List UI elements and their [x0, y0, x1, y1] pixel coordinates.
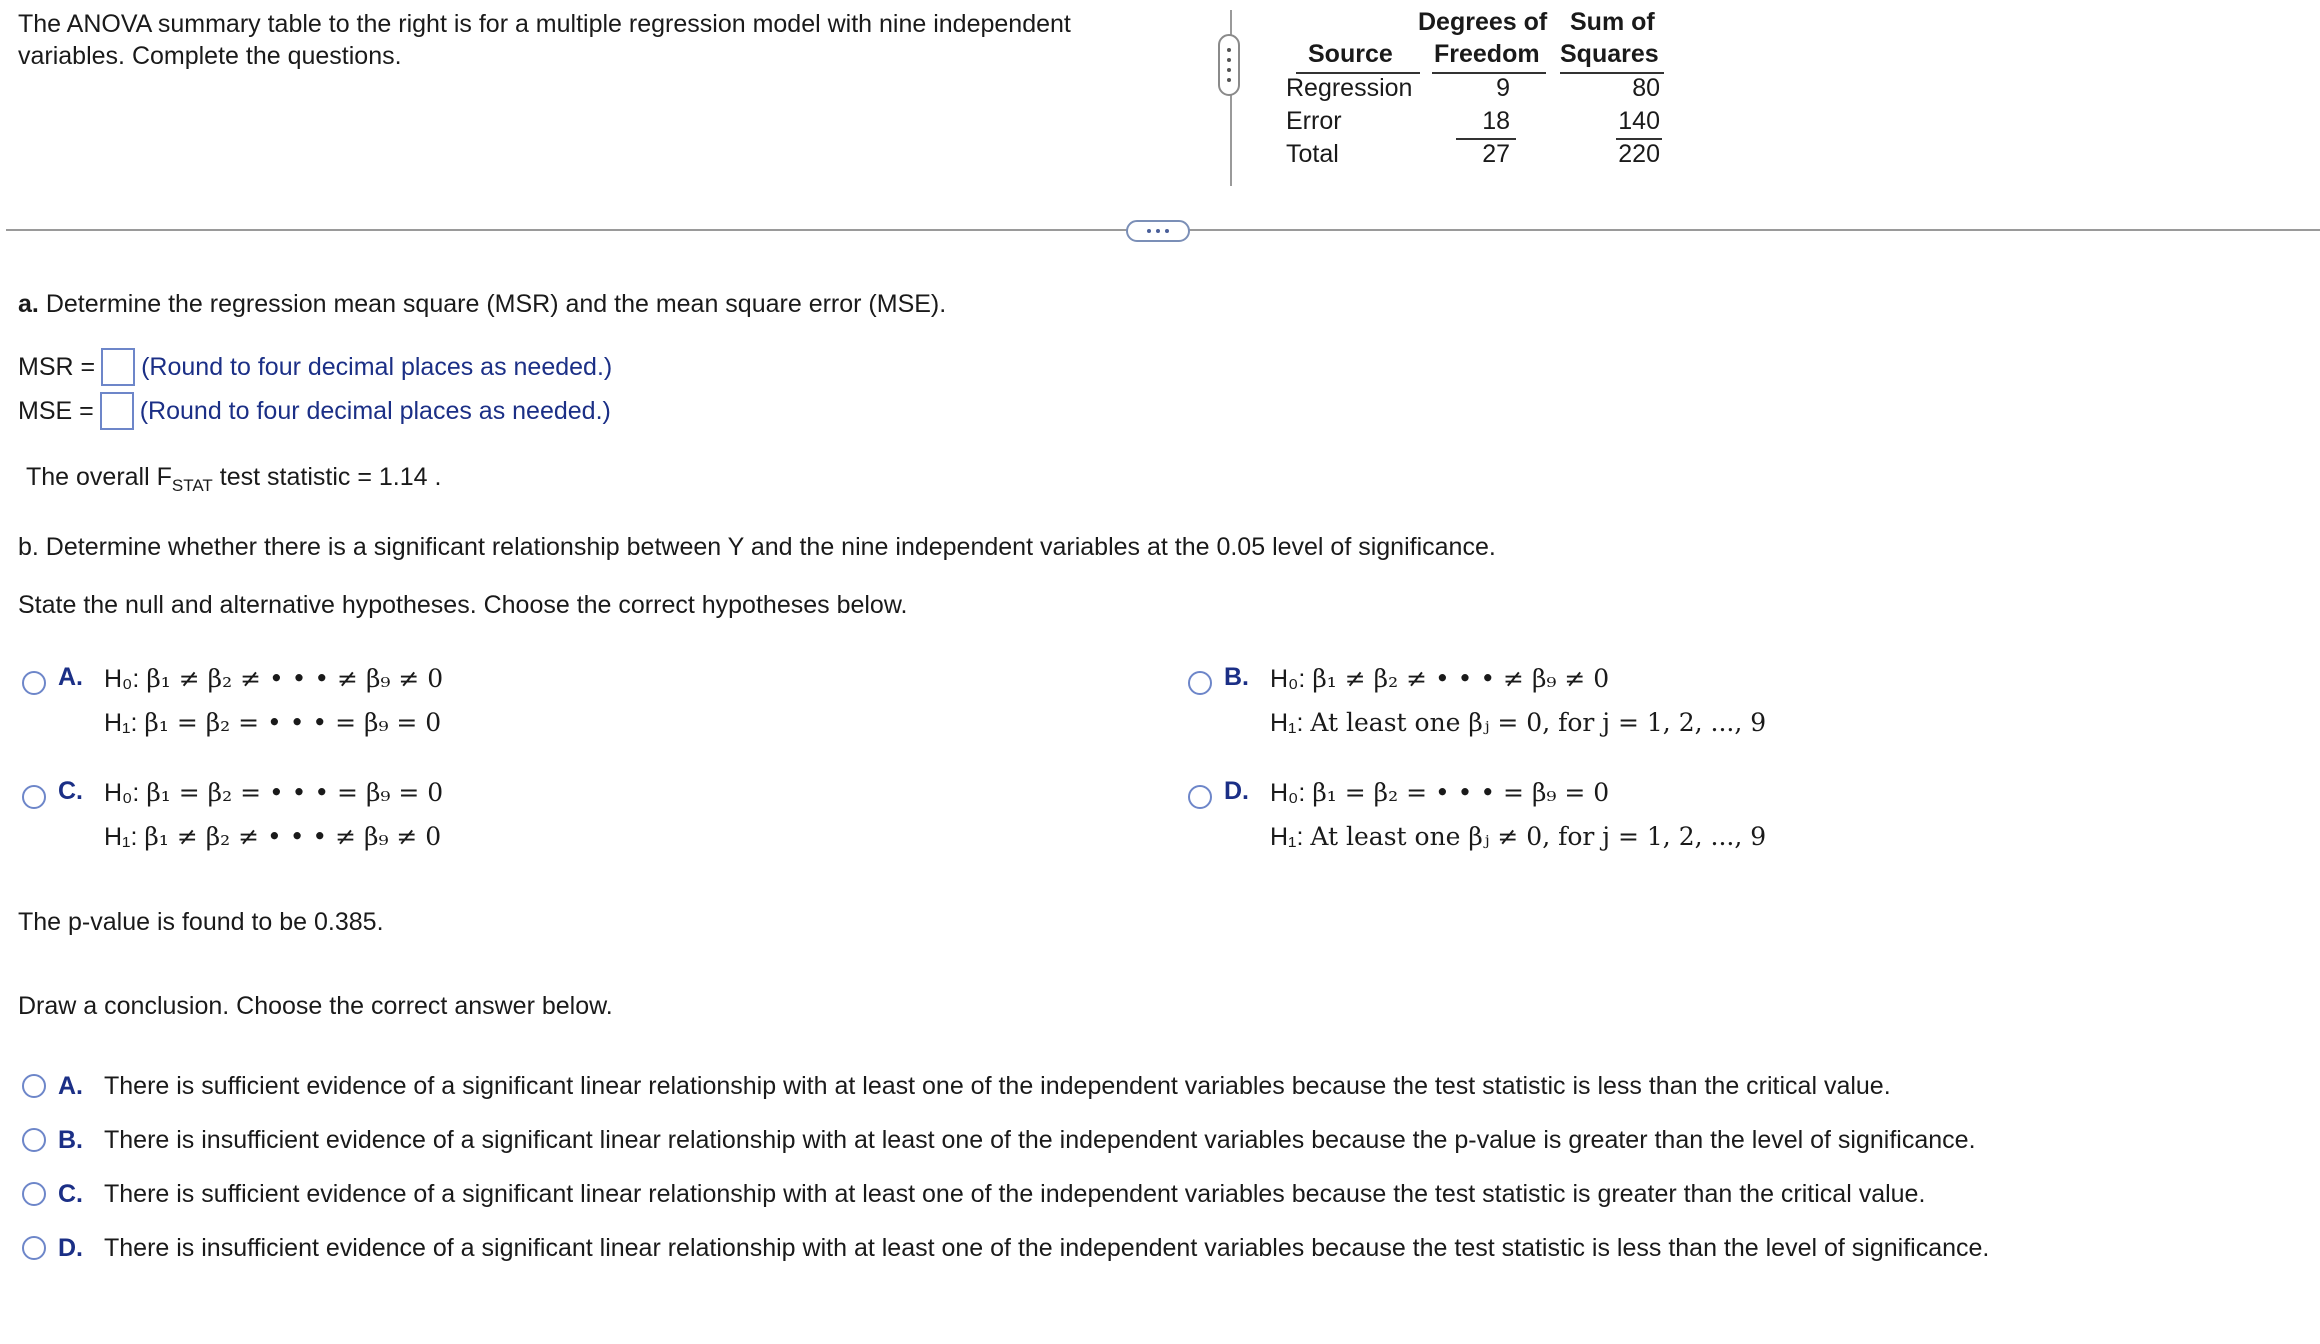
msr-row [18, 348, 612, 386]
anova-table [1280, 8, 1680, 178]
radio-button[interactable] [1188, 671, 1212, 695]
hypothesis-option-a[interactable]: A. H₀: β₁ ≠ β₂ ≠ • • • ≠ β₉ ≠ 0 H₁: β₁ = β₂ = • • • = β₉ = 0 [22, 663, 443, 745]
hypothesis-option-c[interactable]: C. H₀: β₁ = β₂ = • • • = β₉ = 0 H₁: β₁ ≠ β₂ ≠ • • • ≠ β₉ ≠ 0 [22, 777, 443, 859]
anova-df-cell: 9 [1496, 74, 1510, 102]
df-header-line2: Freedom [1434, 40, 1540, 68]
conclusion-prompt: Draw a conclusion. Choose the correct answer below. [18, 992, 613, 1020]
msr-label: MSR = [18, 352, 96, 381]
hypothesis-option-b[interactable]: B. H₀: β₁ ≠ β₂ ≠ • • • ≠ β₉ ≠ 0 H₁: At least one βⱼ = 0, for j = 1, 2, ..., 9 [1188, 663, 1766, 745]
horizontal-resize-handle[interactable] [1126, 220, 1190, 242]
hypotheses-prompt: State the null and alternative hypotheses. Choose the correct hypotheses below. [18, 591, 908, 619]
anova-ss-cell: 220 [1618, 140, 1660, 168]
ss-header-line1: Sum of [1570, 8, 1655, 36]
radio-button[interactable] [22, 671, 46, 695]
conclusion-option-c[interactable]: C. There is sufficient evidence of a significant linear relationship with at least one of the independent variables because the test statistic is greater than the critical value. [22, 1180, 1925, 1209]
mse-row [18, 392, 611, 430]
radio-button[interactable] [22, 1074, 46, 1098]
intro-text: The ANOVA summary table to the right is for a multiple regression model with nine independent variables. Complete the questions. [18, 10, 1071, 70]
vertical-resize-handle[interactable] [1218, 34, 1240, 96]
anova-ss-cell: 140 [1618, 107, 1660, 135]
mse-label: MSE = [18, 396, 94, 425]
part-b-prompt: b. Determine whether there is a significant relationship between Y and the nine independent variables at the 0.05 level of significance. [18, 533, 1496, 561]
anova-df-cell: 18 [1482, 107, 1510, 135]
radio-button[interactable] [22, 785, 46, 809]
source-header: Source [1308, 40, 1393, 68]
radio-button[interactable] [1188, 785, 1212, 809]
conclusion-option-d[interactable]: D. There is insufficient evidence of a significant linear relationship with at least one of the independent variables because the test statistic is less than the level of significance. [22, 1234, 1989, 1263]
radio-button[interactable] [22, 1236, 46, 1260]
pvalue-text: The p-value is found to be 0.385. [18, 908, 384, 936]
anova-ss-cell: 80 [1632, 74, 1660, 102]
radio-button[interactable] [22, 1128, 46, 1152]
anova-df-cell: 27 [1482, 140, 1510, 168]
radio-button[interactable] [22, 1182, 46, 1206]
hypothesis-option-d[interactable]: D. H₀: β₁ = β₂ = • • • = β₉ = 0 H₁: At least one βⱼ ≠ 0, for j = 1, 2, ..., 9 [1188, 777, 1766, 859]
conclusion-option-b[interactable]: B. There is insufficient evidence of a significant linear relationship with at least one of the independent variables because the p-value is greater than the level of significance. [22, 1126, 1976, 1155]
anova-source-cell: Regression [1286, 74, 1413, 102]
df-header-line1: Degrees of [1418, 8, 1548, 36]
anova-source-cell: Total [1286, 140, 1339, 168]
mse-input[interactable] [100, 392, 134, 430]
mse-round-hint: (Round to four decimal places as needed.) [139, 396, 611, 425]
msr-round-hint: (Round to four decimal places as needed.) [141, 352, 613, 381]
anova-source-cell: Error [1286, 107, 1342, 135]
fstat-text: The overall $F_{STAT}$ test statistic = 1.14 . [26, 463, 442, 495]
conclusion-option-a[interactable]: A. There is sufficient evidence of a significant linear relationship with at least one of the independent variables because the test statistic is less than the critical value. [22, 1072, 1891, 1101]
ss-header-line2: Squares [1560, 40, 1659, 68]
part-a-prompt: a. Determine the regression mean square (MSR) and the mean square error (MSE). [18, 290, 947, 318]
msr-input[interactable] [101, 348, 135, 386]
